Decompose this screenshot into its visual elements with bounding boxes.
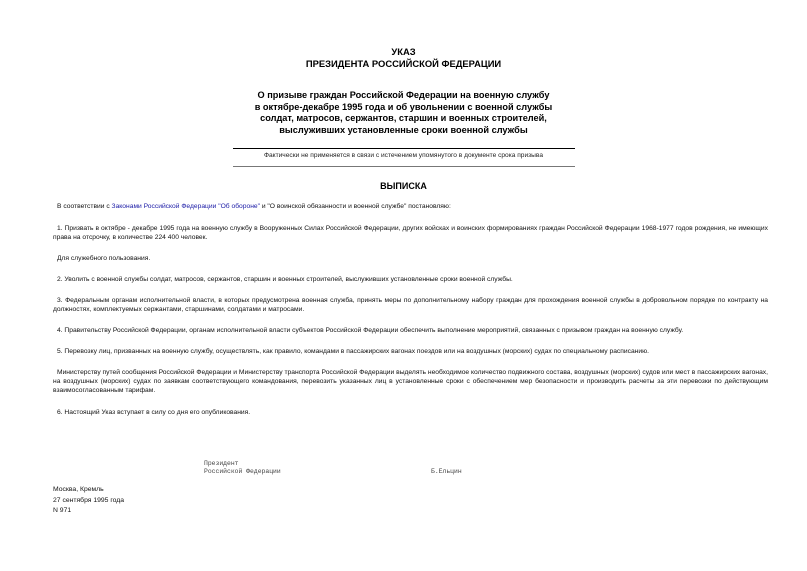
footer-date: 27 сентября 1995 года [53,496,125,504]
intro-paragraph [53,202,768,211]
paragraph-3: 3. Федеральным органам исполнительной власти, в которых предусмотрена военная служба, принять меры по дополнительному набору граждан для прохождения военной службы в добровольном порядке по контракту на должностях, комплектуемых сержантами, старшинами, солдатами и матросами. [53,297,768,314]
subtitle-line: в октябре-декабре 1995 года и об увольнении с военной службы [254,101,553,112]
subtitle-line: выслуживших установленные сроки военной службы [279,124,528,135]
decree-issuer: ПРЕЗИДЕНТА РОССИЙСКОЙ ФЕДЕРАЦИИ [305,58,502,69]
divider-bottom [233,166,575,167]
paragraph-1: 1. Призвать в октябре - декабре 1995 года на военную службу в Вооруженных Силах Российской Федерации, других войсках и воинских формированиях граждан Российской Федерации 1968-1977 годов рождения, не имеющих права на отсрочку, в количестве 224 400 человек. [53,225,768,242]
status-note: Фактически не применяется в связи с истечением упомянутого в документе срока призыва [263,152,544,159]
defense-law-link[interactable]: "Об обороне" [218,203,260,210]
subtitle-line: О призыве граждан Российской Федерации на военную службу [257,90,550,100]
official-use-note: Для служебного пользования. [57,255,151,262]
intro-text-end: и "О воинской обязанности и военной службе" постановляю: [259,203,451,210]
intro-text: В соответствии с [57,203,112,210]
signature-role-line1: Президент [204,460,239,467]
laws-link[interactable]: Законами Российской Федерации [111,203,217,210]
paragraph-4: 4. Правительству Российской Федерации, органам исполнительной власти субъектов Российской Федерации обеспечить выполнение мероприятий, связанных с призывом граждан на военную службу. [57,327,684,334]
signature-name: Б.Ельцин [431,468,462,475]
paragraph-6: 6. Настоящий Указ вступает в силу со дня его опубликования. [57,409,251,416]
footer-place: Москва, Кремль [53,486,104,493]
footer-number: N 971 [53,507,72,514]
paragraph-2: 2. Уволить с военной службы солдат, матросов, сержантов, старшин и военных строителей, выслуживших установленные сроки военной службы. [57,276,513,283]
divider-top [233,148,575,149]
paragraph-5-continued: Министерству путей сообщения Российской Федерации и Министерству транспорта Российской Федерации выделять необходимое количество подвижного состава, воздушных (морских) судов или мест в пассажирских вагонах, на воздушных (морских) судах по заявкам соответствующего командования, перевозить указанных лиц в установленные сроки с обеспечением мер безопасности и производить расчеты за эти перевозки по действующим взаимосогласованным тарифам. [53,369,768,395]
decree-title: УКАЗ [391,46,416,57]
signature-role-line2: Российской Федерации [204,468,281,475]
extract-heading: ВЫПИСКА [380,181,427,191]
paragraph-5: 5. Перевозку лиц, призванных на военную службу, осуществлять, как правило, командами в пассажирских вагонах поездов или на воздушных (морских) судах по специальному расписанию. [57,348,649,355]
subtitle-line: солдат, матросов, сержантов, старшин и военных строителей, [260,113,547,123]
